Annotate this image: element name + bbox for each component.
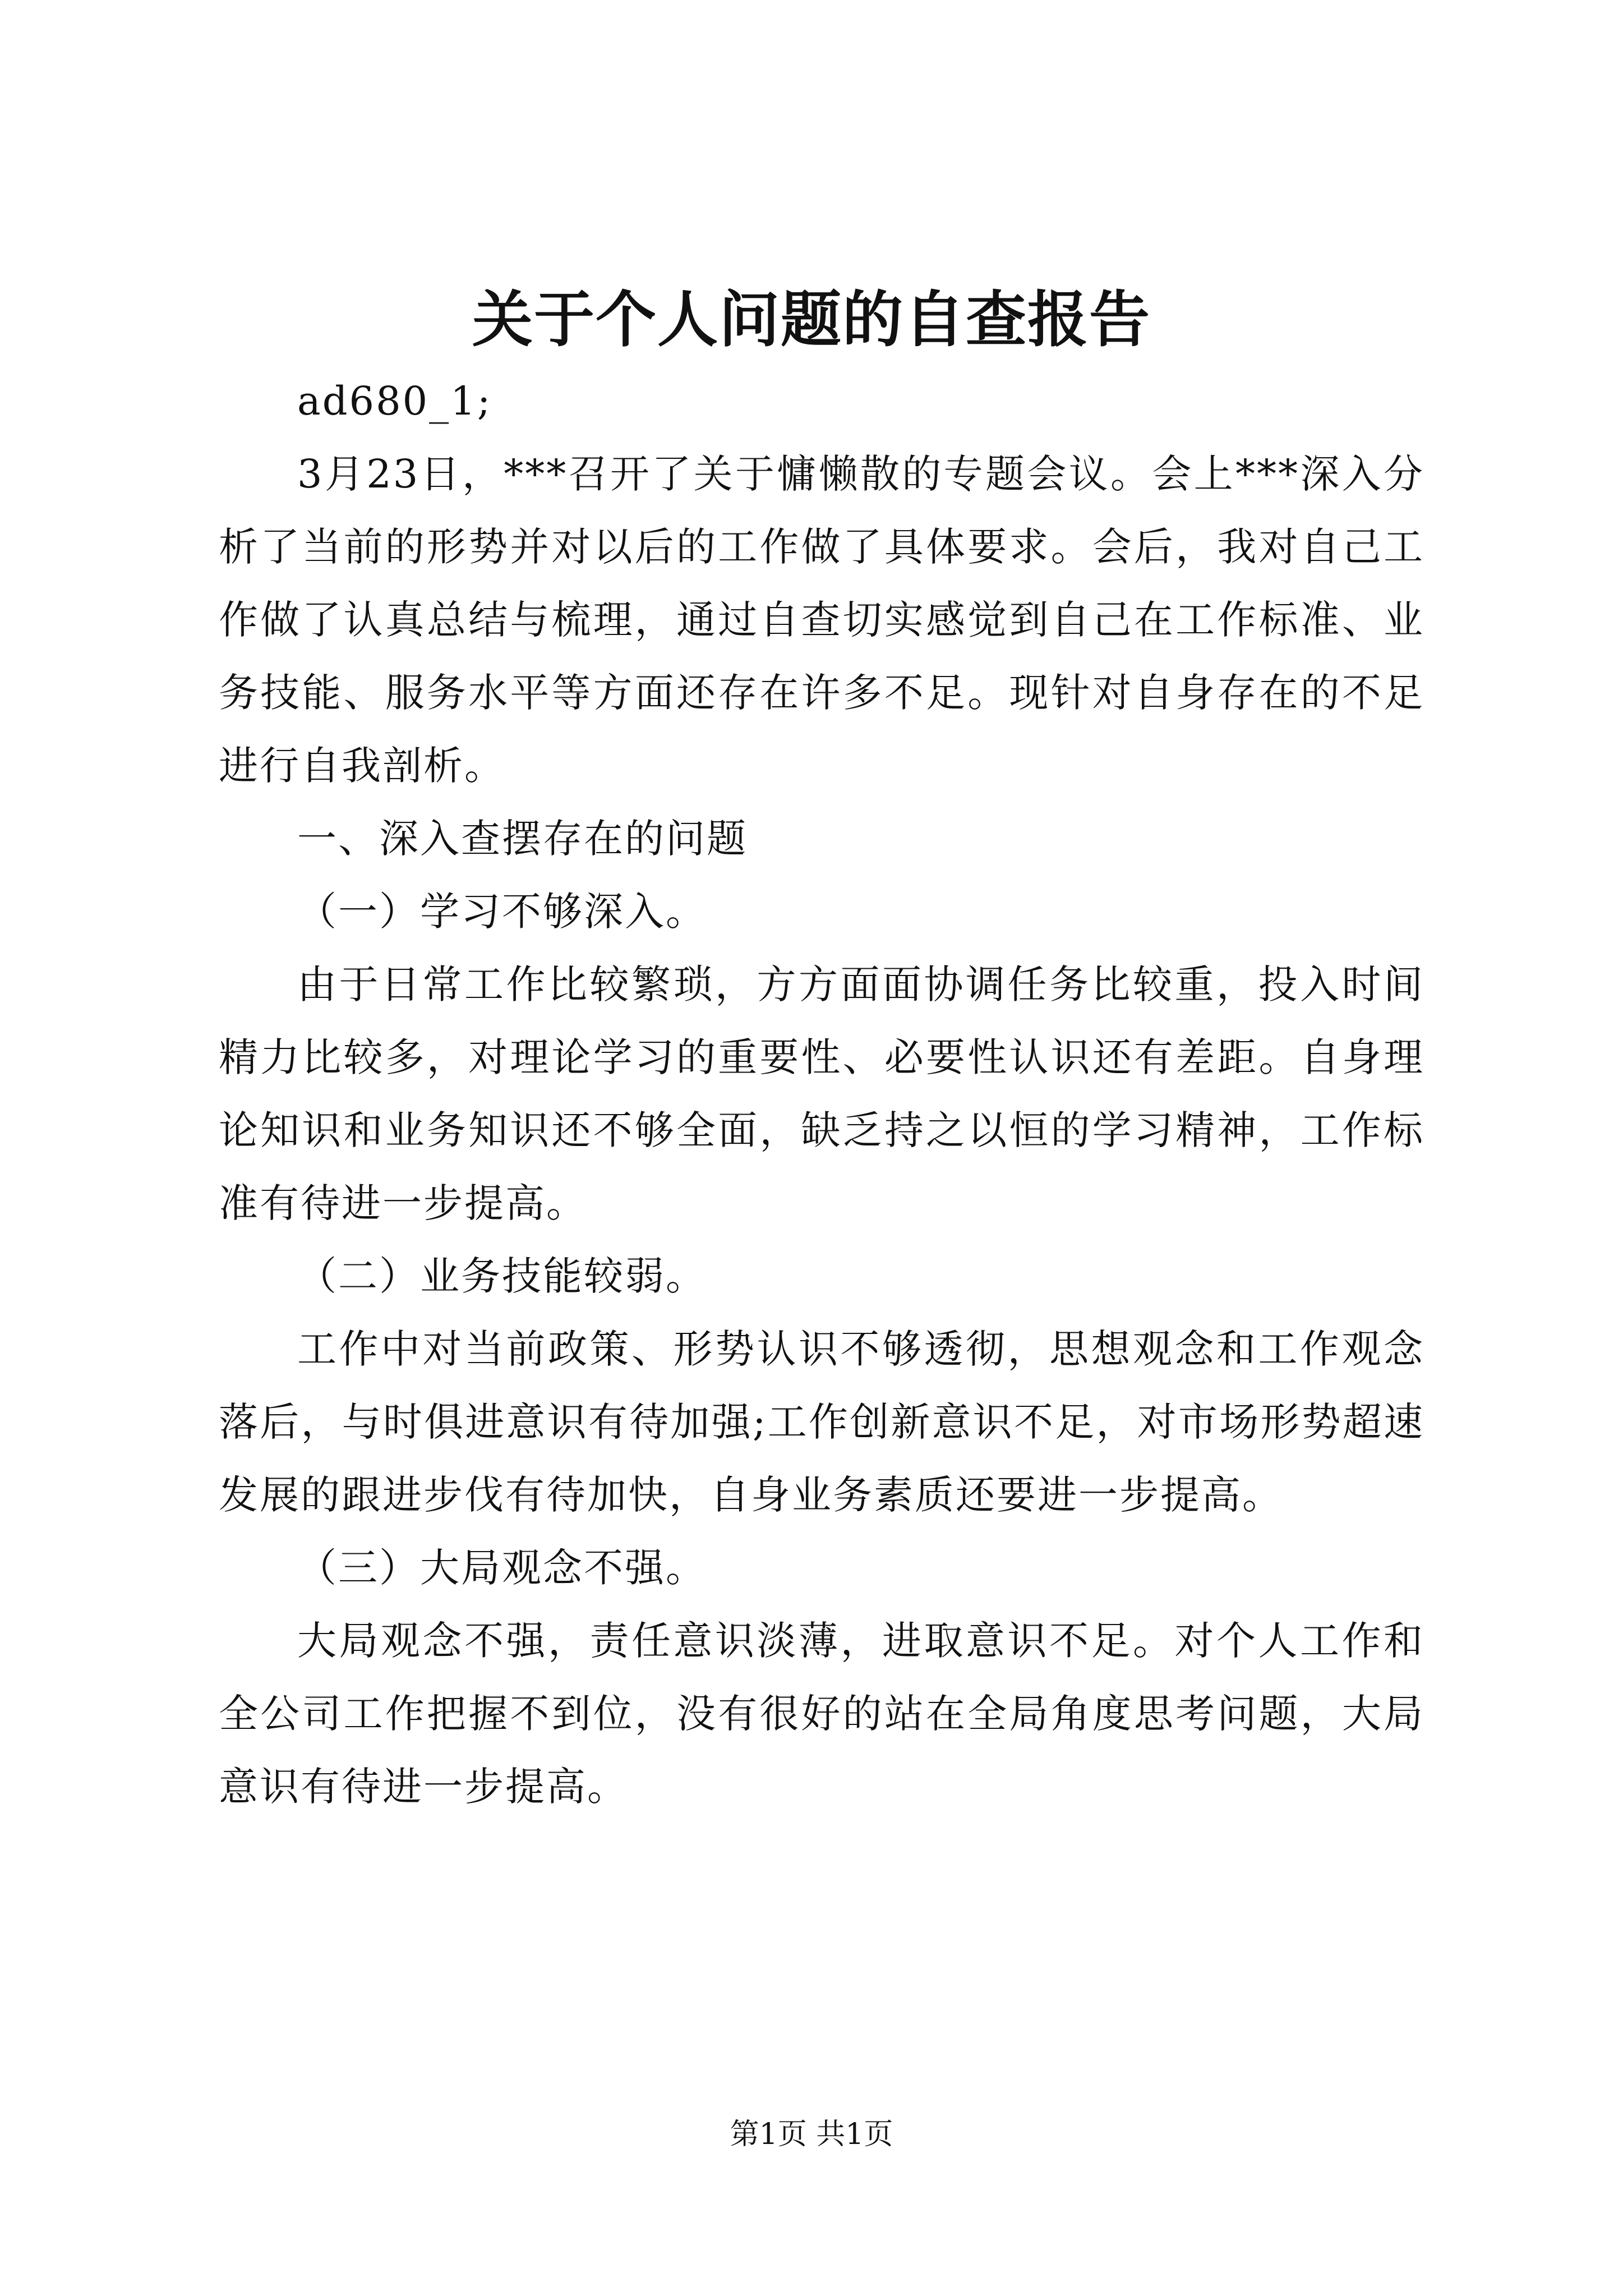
document-body	[219, 365, 1424, 1823]
document-title: 关于个人问题的自查报告	[472, 284, 1151, 355]
paragraph-subsection-3: 大局观念不强，责任意识淡薄，进取意识不足。对个人工作和全公司工作把握不到位，没有很好的站在全局角度思考问题，大局意识有待进一步提高。	[219, 1618, 1424, 1810]
subsection-heading-1: （一）学习不够深入。	[297, 889, 707, 935]
subsection-heading-3: （三）大局观念不强。	[297, 1545, 707, 1591]
paragraph-subsection-1: 由于日常工作比较繁琐，方方面面协调任务比较重，投入时间精力比较多，对理论学习的重要性、必要性认识还有差距。自身理论知识和业务知识还不够全面，缺乏持之以恒的学习精神，工作标准有待进一步提高。	[219, 961, 1424, 1226]
page-footer: 第1页 共1页	[730, 2118, 893, 2151]
section-heading: 一、深入查摆存在的问题	[297, 816, 748, 862]
paragraph-subsection-2: 工作中对当前政策、形势认识不够透彻，思想观念和工作观念落后，与时俱进意识有待加强;工作创新意识不足，对市场形势超速发展的跟进步伐有待加快，自身业务素质还要进一步提高。	[219, 1326, 1424, 1518]
paragraph-intro: 3月23日，***召开了关于慵懒散的专题会议。会上***深入分析了当前的形势并对以后的工作做了具体要求。会后，我对自己工作做了认真总结与梳理，通过自查切实感觉到自己在工作标准、业务技能、服务水平等方面还存在许多不足。现针对自身存在的不足进行自我剖析。	[219, 451, 1424, 789]
subsection-heading-2: （二）业务技能较弱。	[297, 1253, 707, 1299]
paragraph-code: ad680_1;	[297, 378, 492, 424]
